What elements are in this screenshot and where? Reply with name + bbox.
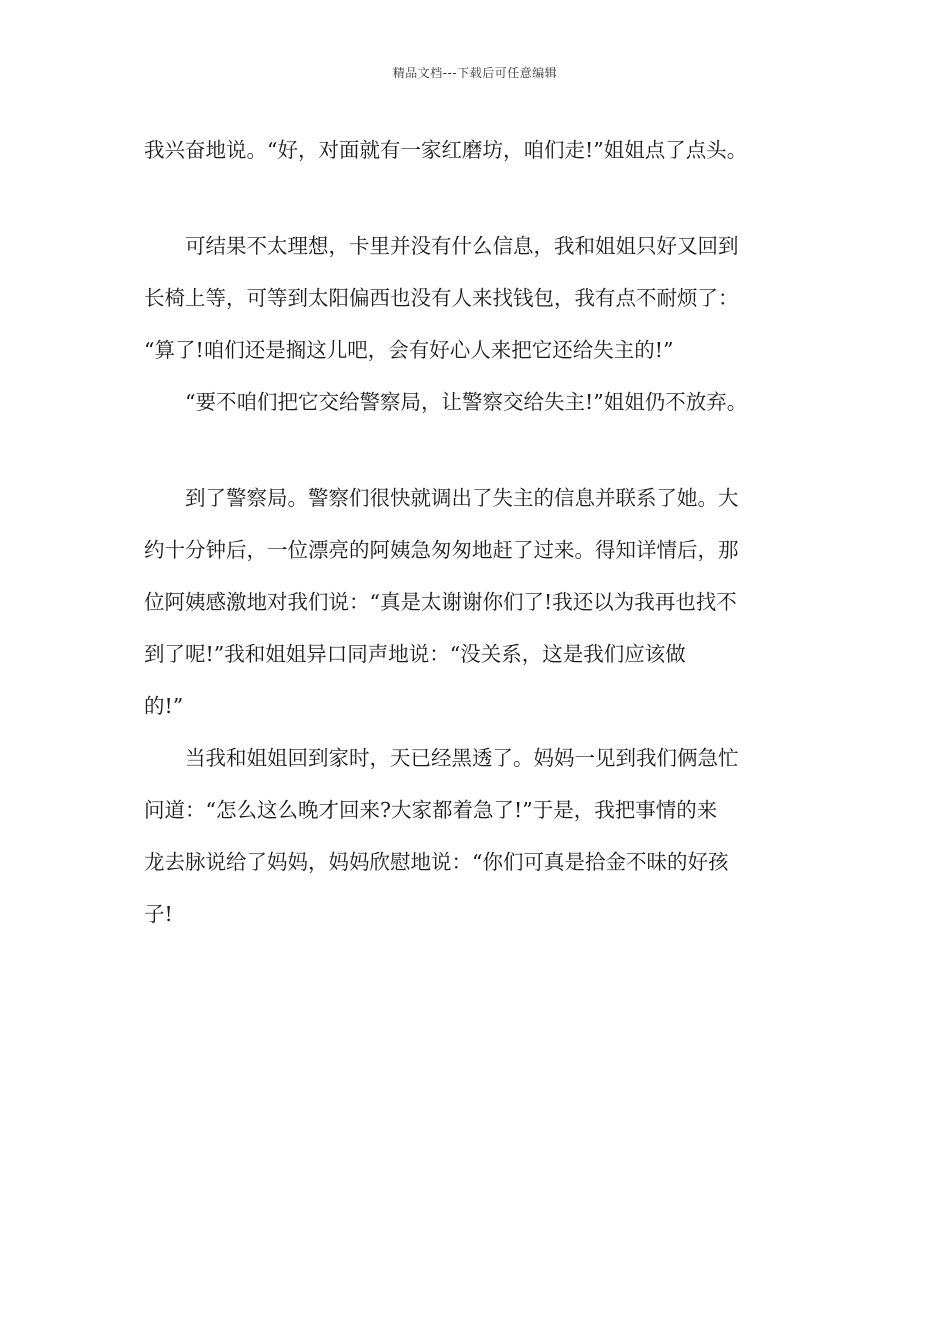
text-line: 长椅上等，可等到太阳偏西也没有人来找钱包，我有点不耐烦了： [144, 286, 739, 310]
document-body [144, 124, 814, 940]
page-header: 精品文档---下载后可任意编辑 [392, 66, 558, 80]
text-line: 当我和姐姐回到家时，天已经黑透了。妈妈一见到我们俩急忙 [144, 746, 739, 770]
text-line: 可结果不太理想，卡里并没有什么信息，我和姐姐只好又回到 [144, 234, 739, 258]
text-line: 问道：“怎么这么晚才回来?大家都着急了!”于是，我把事情的来 [144, 798, 718, 822]
text-line: 位阿姨感激地对我们说：“真是太谢谢你们了!我还以为我再也找不 [144, 590, 737, 614]
text-line: 子! [144, 902, 173, 926]
text-line: “算了!咱们还是搁这儿吧，会有好心人来把它还给失主的!” [144, 338, 674, 362]
paragraph-gap [144, 428, 814, 472]
text-line: 龙去脉说给了妈妈，妈妈欣慰地说：“你们可真是拾金不昧的好孩 [144, 850, 729, 874]
text-line: 到了警察局。警察们很快就调出了失主的信息并联系了她。大 [144, 486, 739, 510]
text-line: 约十分钟后，一位漂亮的阿姨急匆匆地赶了过来。得知详情后，那 [144, 538, 739, 562]
text-line: 的!” [144, 694, 184, 718]
paragraph-gap [144, 176, 814, 220]
text-line: 我兴奋地说。“好，对面就有一家红磨坊，咱们走!”姐姐点了点头。 [144, 138, 748, 162]
text-line: “要不咱们把它交给警察局，让警察交给失主!”姐姐仍不放弃。 [144, 390, 748, 414]
text-line: 到了呢!”我和姐姐异口同声地说：“没关系，这是我们应该做 [144, 642, 686, 666]
